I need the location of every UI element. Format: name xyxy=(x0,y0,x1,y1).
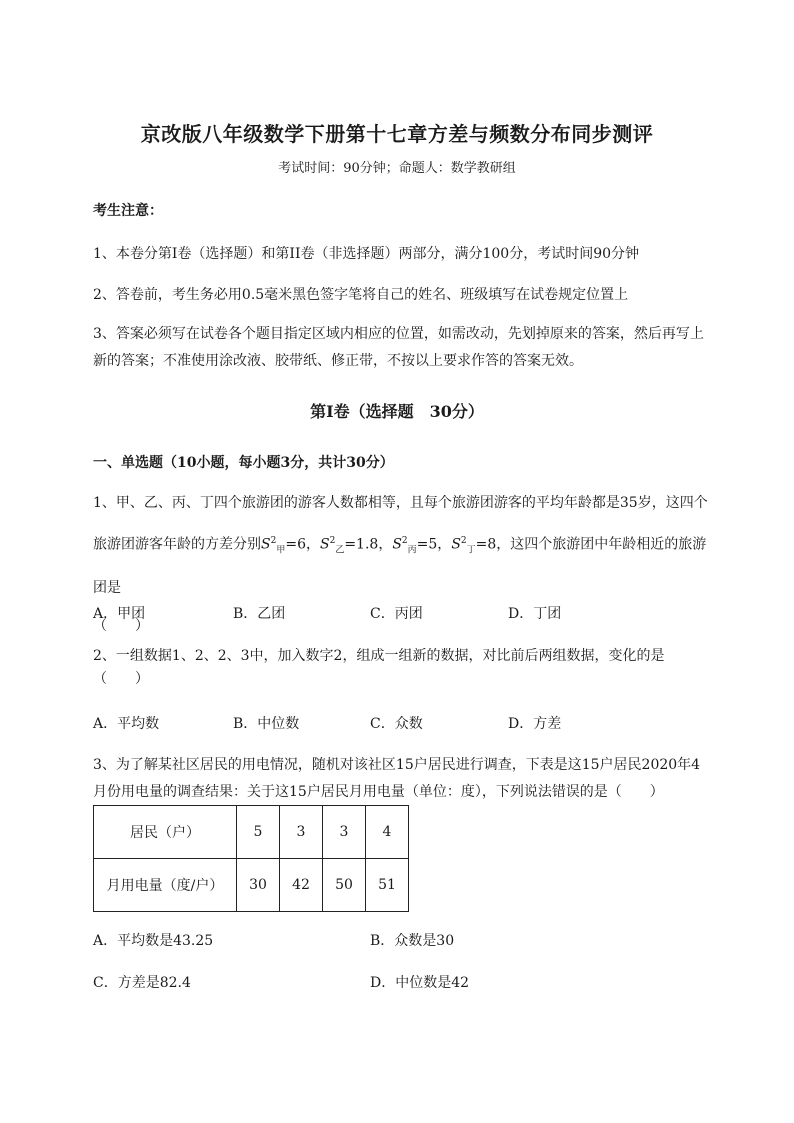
exam-subtitle: 考试时间：90分钟；命题人：数学教研组 xyxy=(278,161,516,176)
q1-option-b[interactable]: B．乙团 xyxy=(233,606,286,622)
q2-blank: （ ） xyxy=(93,671,149,687)
table-cell: 3 xyxy=(323,806,366,859)
electricity-table xyxy=(93,805,409,912)
q2-option-c[interactable]: C．众数 xyxy=(370,716,423,732)
q3-option-a[interactable]: A．平均数是43.25 xyxy=(93,933,214,949)
notice-item-1: 1、本卷分第I卷（选择题）和第II卷（非选择题）两部分，满分100分，考试时间90分钟 xyxy=(93,246,640,262)
part-heading: 一、单选题（10小题，每小题3分，共计30分） xyxy=(93,455,394,471)
table-header-usage: 月用电量（度/户） xyxy=(94,859,237,912)
q3-option-d[interactable]: D．中位数是42 xyxy=(370,975,470,991)
exam-title: 京改版八年级数学下册第十七章方差与频数分布同步测评 xyxy=(140,122,654,146)
q2-option-a[interactable]: A．平均数 xyxy=(93,716,160,732)
table-cell: 51 xyxy=(366,859,409,912)
table-cell: 50 xyxy=(323,859,366,912)
table-header-households: 居民（户） xyxy=(94,806,237,859)
q1-option-a[interactable]: A．甲团 xyxy=(93,606,146,622)
section-title: 第I卷（选择题 30分） xyxy=(310,402,484,421)
q1-option-d[interactable]: D．丁团 xyxy=(508,606,562,622)
notice-heading: 考生注意： xyxy=(93,203,163,219)
q2-option-b[interactable]: B．中位数 xyxy=(233,716,300,732)
table-cell: 3 xyxy=(280,806,323,859)
notice-item-2: 2、答卷前，考生务必用0.5毫米黑色签字笔将自己的姓名、班级填写在试卷规定位置上 xyxy=(93,287,629,303)
notice-item-3: 3、答案必须写在试卷各个题目指定区域内相应的位置，如需改动，先划掉原来的答案，然后再写上新的答案；不准使用涂改液、胶带纸、修正带，不按以上要求作答的答案无效。 xyxy=(93,326,704,369)
question-1: 1、甲、乙、丙、丁四个旅游团的游客人数都相等，且每个旅游团游客的平均年龄都是35岁，这四个旅游团游客年龄的方差分别$S^2_甲=6$，$S^2_乙=1.8$，$S^2_丙=5$，$S^2_丁=8$，这四个旅游团中年龄相近的旅游团是 （ ） xyxy=(93,495,708,635)
q3-option-c[interactable]: C．方差是82.4 xyxy=(93,975,191,991)
table-cell: 4 xyxy=(366,806,409,859)
q1-option-c[interactable]: C．丙团 xyxy=(370,606,423,622)
table-cell: 5 xyxy=(237,806,280,859)
question-3: 3、为了解某社区居民的用电情况，随机对该社区15户居民进行调查，下表是这15户居民2020年4月份用电量的调查结果：关于这15户居民月用电量（单位：度），下列说法错误的是（ ） xyxy=(93,757,701,800)
table-cell: 30 xyxy=(237,859,280,912)
q3-option-b[interactable]: B．众数是30 xyxy=(370,933,455,949)
table-cell: 42 xyxy=(280,859,323,912)
q1-blank: （ ） xyxy=(93,618,149,635)
q2-option-d[interactable]: D．方差 xyxy=(508,716,562,732)
table-row xyxy=(94,806,409,859)
question-2: 2、一组数据1、2、2、3中，加入数字2，组成一组新的数据，对比前后两组数据，变化的是 xyxy=(93,648,665,664)
q1-lead: 1、甲、乙、丙、丁四个旅游团的游客人数都相等，且每个旅游团游客的平均年龄都是35岁，这四个旅游团游客年龄的方差分别 xyxy=(93,495,708,553)
table-row xyxy=(94,859,409,912)
